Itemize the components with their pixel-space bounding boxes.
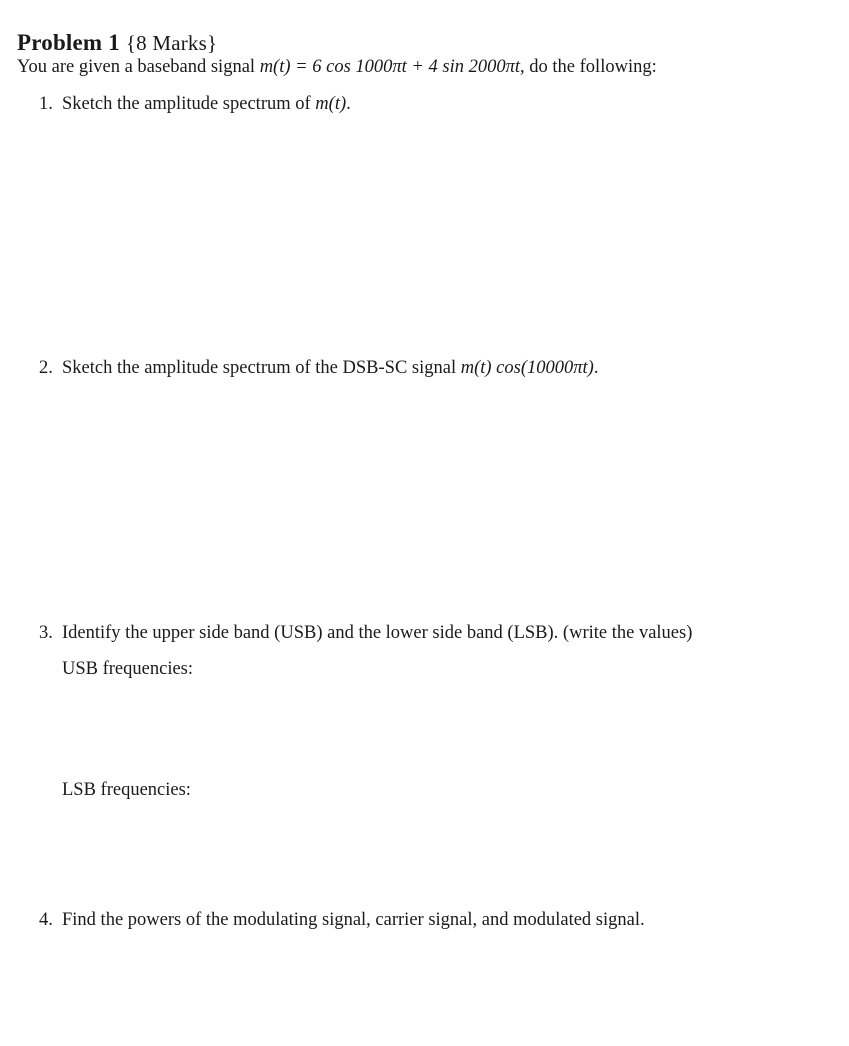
question-1-math: m(t) (315, 94, 347, 114)
problem-marks: {8 Marks} (125, 31, 218, 55)
question-1 (39, 94, 351, 115)
question-4 (39, 910, 645, 931)
question-2-math: m(t) cos(10000πt) (460, 358, 594, 378)
question-4-number: 4. (39, 910, 53, 930)
question-2-tail: . (593, 358, 599, 378)
question-4-text: Find the powers of the modulating signal, carrier signal, and modulated signal. (62, 910, 645, 930)
intro-tail: , do the following: (520, 57, 657, 77)
question-3 (39, 623, 692, 644)
usb-frequencies-label: USB frequencies: (62, 659, 194, 679)
question-2-number: 2. (39, 358, 53, 378)
question-1-number: 1. (39, 94, 53, 114)
question-3-text: Identify the upper side band (USB) and the lower side band (LSB). (write the values) (62, 623, 693, 643)
question-2 (39, 358, 598, 379)
question-2-text: Sketch the amplitude spectrum of the DSB-SC signal (62, 358, 461, 378)
question-1-text: Sketch the amplitude spectrum of (62, 94, 316, 114)
problem-intro (17, 57, 657, 78)
lsb-frequencies-label: LSB frequencies: (62, 780, 191, 800)
question-3-number: 3. (39, 623, 53, 643)
intro-equation: m(t) = 6 cos 1000πt + 4 sin 2000πt (259, 57, 521, 77)
intro-text: You are given a baseband signal (17, 57, 260, 77)
problem-title: Problem 1 (17, 30, 120, 55)
question-1-tail: . (346, 94, 351, 114)
problem-heading (17, 30, 217, 56)
